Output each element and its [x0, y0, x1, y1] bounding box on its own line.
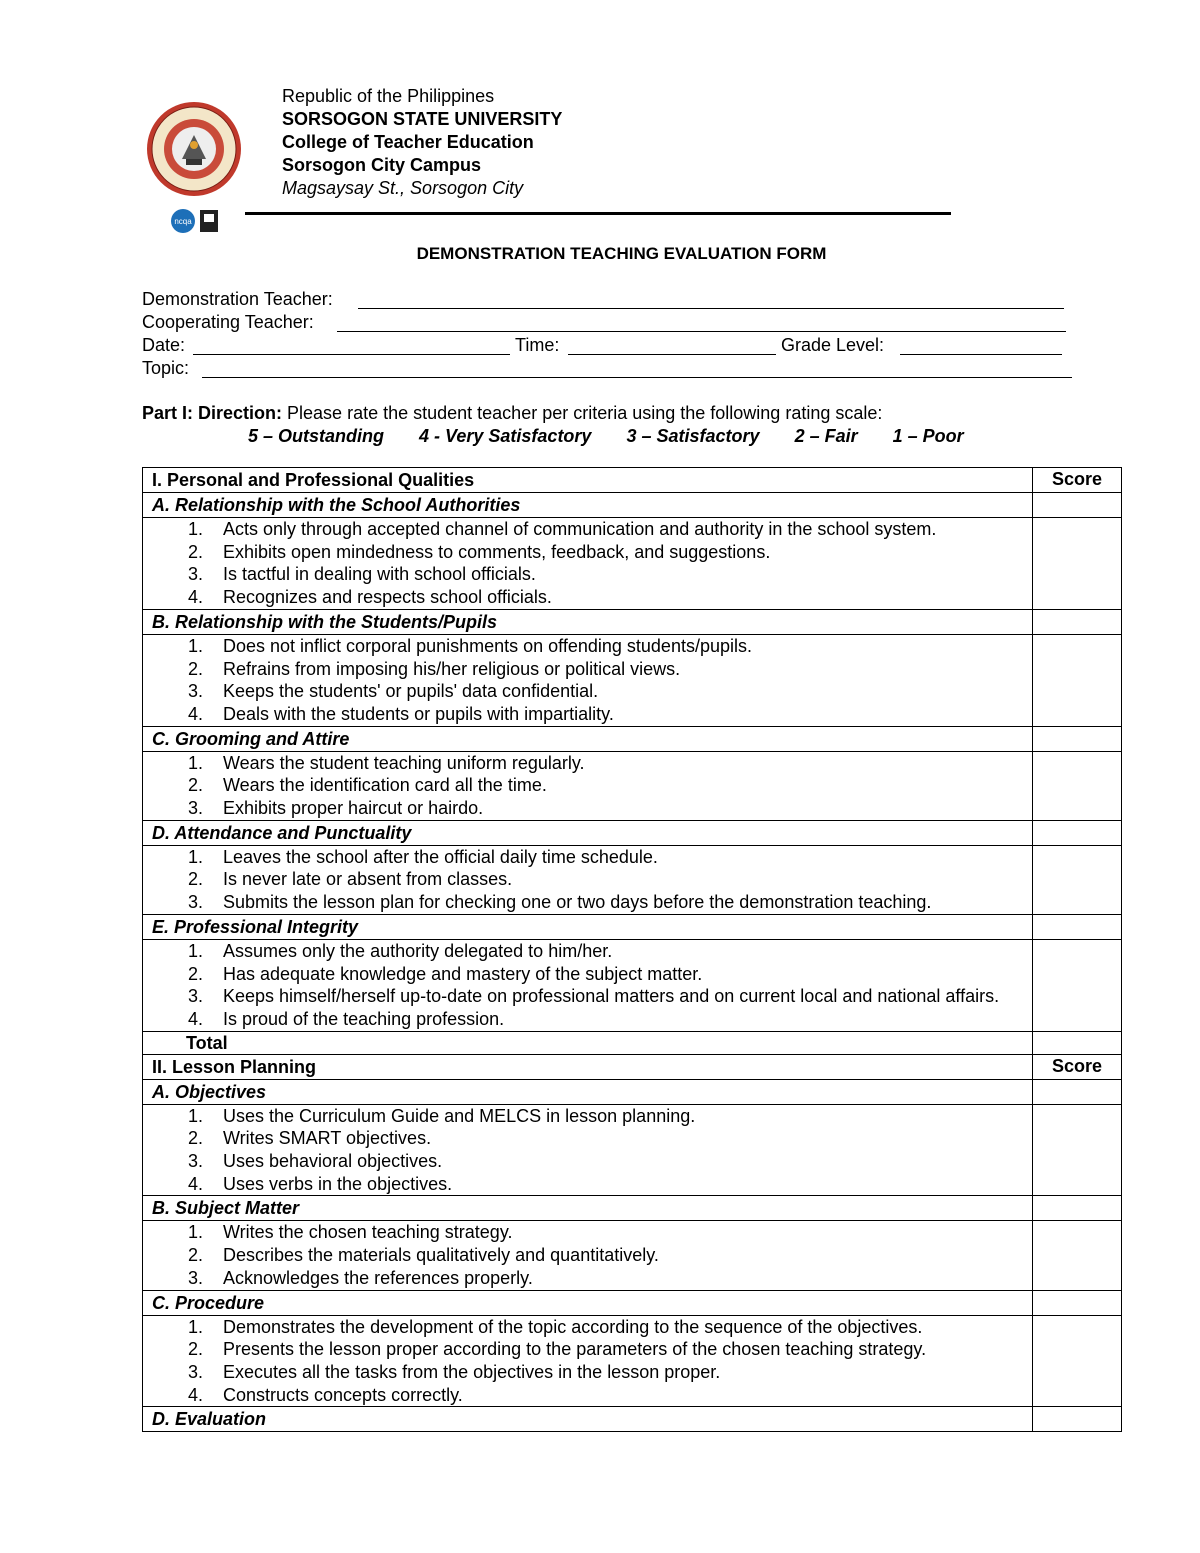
- criterion-number: 1.: [188, 1316, 204, 1337]
- criterion-item: [188, 703, 1032, 726]
- criterion-text: Executes all the tasks from the objectives in the lesson proper.: [223, 1361, 721, 1382]
- criterion-item: [188, 1150, 1032, 1173]
- criteria-score-cell[interactable]: [1033, 1221, 1122, 1290]
- topic-blank[interactable]: [202, 377, 1072, 378]
- university-seal-logo: [146, 101, 242, 197]
- form-title: DEMONSTRATION TEACHING EVALUATION FORM: [416, 244, 827, 263]
- criteria-score-cell[interactable]: [1033, 939, 1122, 1031]
- criteria-score-cell[interactable]: [1033, 634, 1122, 726]
- criterion-text: Wears the student teaching uniform regularly.: [223, 752, 585, 773]
- criterion-number: 4.: [188, 587, 204, 608]
- criterion-item: [188, 985, 1032, 1008]
- criterion-text: Presents the lesson proper according to the parameters of the chosen teaching strategy.: [223, 1339, 927, 1360]
- criterion-item: [188, 1338, 1032, 1361]
- criterion-item: [188, 541, 1032, 564]
- coop-teacher-label: Cooperating Teacher:: [142, 312, 314, 332]
- scale-3: 3 – Satisfactory: [626, 426, 760, 446]
- evaluation-table: [142, 467, 1122, 1432]
- criteria-row: [143, 845, 1122, 914]
- criterion-item: [188, 635, 1032, 658]
- criteria-row: [143, 1104, 1122, 1196]
- criterion-number: 3.: [188, 1151, 204, 1172]
- criterion-text: Writes the chosen teaching strategy.: [223, 1222, 513, 1243]
- criterion-text: Refrains from imposing his/her religious or political views.: [223, 658, 681, 679]
- criterion-item: [188, 680, 1032, 703]
- criteria-row: [143, 1315, 1122, 1407]
- part-1-title: I. Personal and Professional Qualities: [143, 468, 1033, 493]
- criterion-number: 2.: [188, 963, 204, 984]
- part-2-title: II. Lesson Planning: [143, 1054, 1033, 1079]
- criterion-number: 1.: [188, 1105, 204, 1126]
- criterion-number: 3.: [188, 564, 204, 585]
- grade-level-blank[interactable]: [900, 354, 1062, 355]
- certification-badges-icon: [170, 208, 222, 234]
- criterion-text: Leaves the school after the official daily time schedule.: [223, 846, 658, 867]
- section-row: [143, 726, 1122, 751]
- criterion-text: Keeps the students' or pupils' data confidential.: [223, 681, 599, 702]
- header-divider: [245, 212, 951, 215]
- criteria-row: [143, 634, 1122, 726]
- criterion-text: Recognizes and respects school officials.: [223, 587, 552, 608]
- criterion-number: 3.: [188, 681, 204, 702]
- section-row: [143, 1290, 1122, 1315]
- address: Magsaysay St., Sorsogon City: [282, 178, 524, 198]
- criterion-text: Writes SMART objectives.: [223, 1128, 432, 1149]
- criterion-number: 3.: [188, 892, 204, 913]
- criterion-item: [188, 1008, 1032, 1031]
- criterion-text: Wears the identification card all the time.: [223, 775, 547, 796]
- criteria-score-cell[interactable]: [1033, 518, 1122, 610]
- section-row: [143, 820, 1122, 845]
- criteria-list: [143, 845, 1033, 914]
- section-title: D. Evaluation: [143, 1407, 1033, 1432]
- criterion-number: 2.: [188, 1245, 204, 1266]
- demo-teacher-label: Demonstration Teacher:: [142, 289, 333, 309]
- section-score-cell[interactable]: [1033, 609, 1122, 634]
- criterion-number: 4.: [188, 1008, 204, 1029]
- criterion-item: [188, 1316, 1032, 1339]
- section-title: E. Professional Integrity: [143, 914, 1033, 939]
- section-title: C. Grooming and Attire: [143, 726, 1033, 751]
- section-score-cell[interactable]: [1033, 914, 1122, 939]
- criterion-number: 1.: [188, 846, 204, 867]
- criterion-item: [188, 940, 1032, 963]
- criterion-number: 1.: [188, 1222, 204, 1243]
- republic-line: Republic of the Philippines: [282, 86, 495, 106]
- criterion-number: 4.: [188, 1384, 204, 1405]
- section-score-cell[interactable]: [1033, 1407, 1122, 1432]
- college-name: College of Teacher Education: [282, 132, 534, 152]
- grade-level-label: Grade Level:: [781, 335, 885, 355]
- section-title: A. Relationship with the School Authorities: [143, 493, 1033, 518]
- criterion-text: Is never late or absent from classes.: [223, 869, 513, 890]
- score-header: Score: [1033, 468, 1122, 493]
- criterion-text: Uses verbs in the objectives.: [223, 1173, 453, 1194]
- score-header: Score: [1033, 1054, 1122, 1079]
- criteria-row: [143, 518, 1122, 610]
- criterion-text: Does not inflict corporal punishments on offending students/pupils.: [223, 635, 752, 656]
- direction-label: Part I: Direction:: [142, 403, 283, 423]
- scale-4: 4 - Very Satisfactory: [419, 426, 592, 446]
- criterion-item: [188, 891, 1032, 914]
- criteria-list: [143, 1104, 1033, 1196]
- criterion-text: Acknowledges the references properly.: [223, 1267, 533, 1288]
- total-row: [143, 1031, 1122, 1054]
- topic-label: Topic:: [142, 358, 190, 378]
- part-header-row: [143, 468, 1122, 493]
- criterion-item: [188, 752, 1032, 775]
- criterion-item: [188, 1221, 1032, 1244]
- criterion-number: 4.: [188, 703, 204, 724]
- section-score-cell[interactable]: [1033, 493, 1122, 518]
- criterion-number: 2.: [188, 1339, 204, 1360]
- scale-1: 1 – Poor: [892, 426, 964, 446]
- criterion-number: 2.: [188, 869, 204, 890]
- part-header-row: [143, 1054, 1122, 1079]
- section-row: [143, 493, 1122, 518]
- criteria-row: [143, 751, 1122, 820]
- section-row: [143, 1407, 1122, 1432]
- section-score-cell[interactable]: [1033, 820, 1122, 845]
- criterion-number: 3.: [188, 1361, 204, 1382]
- section-score-cell[interactable]: [1033, 726, 1122, 751]
- criterion-text: Describes the materials qualitatively and quantitatively.: [223, 1245, 659, 1266]
- criterion-text: Uses behavioral objectives.: [223, 1151, 443, 1172]
- criterion-text: Has adequate knowledge and mastery of the subject matter.: [223, 963, 703, 984]
- direction-text: [142, 402, 882, 425]
- criterion-number: 2.: [188, 658, 204, 679]
- criterion-item: [188, 518, 1032, 541]
- criterion-number: 2.: [188, 1128, 204, 1149]
- criterion-item: [188, 797, 1032, 820]
- criteria-list: [143, 1315, 1033, 1407]
- criterion-item: [188, 1384, 1032, 1407]
- criteria-score-cell[interactable]: [1033, 845, 1122, 914]
- criterion-text: Assumes only the authority delegated to him/her.: [223, 940, 613, 961]
- section-title: D. Attendance and Punctuality: [143, 820, 1033, 845]
- criterion-number: 3.: [188, 986, 204, 1007]
- demo-teacher-blank[interactable]: [358, 308, 1064, 309]
- criteria-list: [143, 634, 1033, 726]
- criteria-score-cell[interactable]: [1033, 1104, 1122, 1196]
- criterion-item: [188, 1267, 1032, 1290]
- criterion-item: [188, 1173, 1032, 1196]
- section-score-cell[interactable]: [1033, 1079, 1122, 1104]
- total-label: Total: [143, 1031, 1033, 1054]
- section-row: [143, 1196, 1122, 1221]
- criterion-number: 4.: [188, 1173, 204, 1194]
- section-title: B. Relationship with the Students/Pupils: [143, 609, 1033, 634]
- criteria-row: [143, 939, 1122, 1031]
- criterion-number: 1.: [188, 635, 204, 656]
- section-row: [143, 914, 1122, 939]
- criteria-row: [143, 1221, 1122, 1290]
- time-label: Time:: [515, 335, 560, 355]
- date-blank[interactable]: [193, 354, 510, 355]
- section-title: A. Objectives: [143, 1079, 1033, 1104]
- total-score-cell[interactable]: [1033, 1031, 1122, 1054]
- criterion-text: Demonstrates the development of the topic according to the sequence of the objectives.: [223, 1316, 923, 1337]
- campus-name: Sorsogon City Campus: [282, 155, 482, 175]
- criterion-item: [188, 1127, 1032, 1150]
- criterion-number: 1.: [188, 752, 204, 773]
- criterion-item: [188, 1244, 1032, 1267]
- criteria-list: [143, 518, 1033, 610]
- criterion-number: 1.: [188, 519, 204, 539]
- criterion-text: Is tactful in dealing with school officials.: [223, 564, 536, 585]
- section-row: [143, 1079, 1122, 1104]
- criterion-item: [188, 658, 1032, 681]
- criterion-item: [188, 846, 1032, 869]
- criterion-number: 1.: [188, 940, 204, 961]
- criterion-text: Exhibits open mindedness to comments, feedback, and suggestions.: [223, 541, 771, 562]
- scale-2: 2 – Fair: [794, 426, 858, 446]
- criteria-score-cell[interactable]: [1033, 1315, 1122, 1407]
- criterion-number: 2.: [188, 541, 204, 562]
- criterion-text: Acts only through accepted channel of communication and authority in the school system.: [223, 519, 937, 539]
- criterion-text: Keeps himself/herself up-to-date on professional matters and on current local and national affairs.: [223, 986, 1000, 1007]
- section-row: [143, 609, 1122, 634]
- criterion-item: [188, 586, 1032, 609]
- time-blank[interactable]: [568, 354, 776, 355]
- section-title: C. Procedure: [143, 1290, 1033, 1315]
- section-title: B. Subject Matter: [143, 1196, 1033, 1221]
- section-score-cell[interactable]: [1033, 1290, 1122, 1315]
- criteria-list: [143, 751, 1033, 820]
- svg-text:ncqa: ncqa: [174, 217, 192, 226]
- criterion-item: [188, 563, 1032, 586]
- institution-header: [282, 85, 562, 200]
- criterion-item: [188, 1361, 1032, 1384]
- criterion-text: Uses the Curriculum Guide and MELCS in lesson planning.: [223, 1105, 696, 1126]
- criterion-item: [188, 1105, 1032, 1128]
- coop-teacher-blank[interactable]: [337, 331, 1066, 332]
- university-name: SORSOGON STATE UNIVERSITY: [282, 109, 563, 129]
- criterion-item: [188, 868, 1032, 891]
- direction-body: Please rate the student teacher per criteria using the following rating scale:: [282, 403, 883, 423]
- rating-scale: [248, 425, 994, 448]
- criterion-text: Deals with the students or pupils with impartiality.: [223, 703, 614, 724]
- criterion-item: [188, 963, 1032, 986]
- date-label: Date:: [142, 335, 186, 355]
- criterion-item: [188, 774, 1032, 797]
- criteria-list: [143, 939, 1033, 1031]
- criteria-list: [143, 1221, 1033, 1290]
- criterion-text: Constructs concepts correctly.: [223, 1384, 463, 1405]
- criterion-text: Submits the lesson plan for checking one or two days before the demonstration teaching.: [223, 892, 932, 913]
- criterion-text: Is proud of the teaching profession.: [223, 1008, 505, 1029]
- criterion-number: 2.: [188, 775, 204, 796]
- criterion-number: 3.: [188, 798, 204, 819]
- scale-5: 5 – Outstanding: [248, 426, 385, 446]
- criteria-score-cell[interactable]: [1033, 751, 1122, 820]
- criterion-text: Exhibits proper haircut or hairdo.: [223, 798, 484, 819]
- criterion-number: 3.: [188, 1267, 204, 1288]
- section-score-cell[interactable]: [1033, 1196, 1122, 1221]
